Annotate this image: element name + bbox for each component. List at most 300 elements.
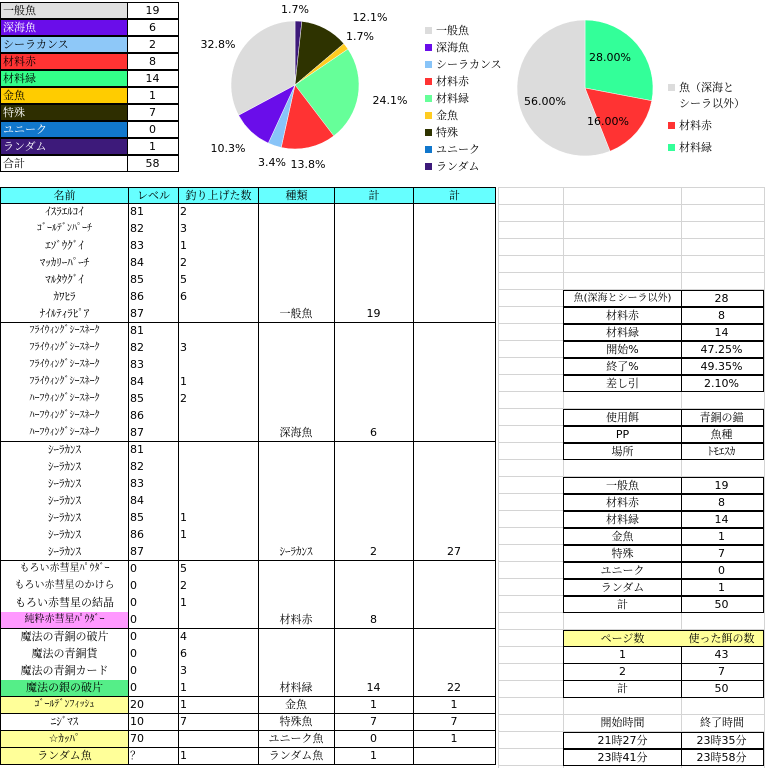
legend-swatch — [425, 44, 432, 51]
fish-type — [258, 459, 335, 476]
column-header: 種類 — [258, 187, 335, 204]
ratio-stat-label: 差し引 — [563, 375, 682, 392]
summary-label: 深海魚 — [0, 19, 128, 36]
type-total — [334, 578, 414, 595]
category-count-value: 7 — [680, 545, 764, 562]
type-total: 0 — [334, 731, 414, 748]
end-time: 23時58分 — [680, 749, 764, 766]
fish-level: 86 — [128, 289, 179, 306]
fish-name: ｼｰﾗｶﾝｽ — [0, 459, 129, 476]
grid-line — [498, 187, 765, 188]
end-time-header: 終了時間 — [700, 716, 744, 729]
type-total — [334, 323, 414, 340]
category-count-value: 14 — [680, 511, 764, 528]
fish-count: 5 — [178, 272, 259, 289]
fish-count — [178, 459, 259, 476]
fish-name: 魔法の青銅の破片 — [0, 629, 129, 646]
fish-level: 0 — [128, 663, 179, 680]
type-total — [334, 629, 414, 646]
legend-label-line: 材料赤 — [679, 119, 712, 132]
fish-type: 金魚 — [258, 697, 335, 714]
table-bottom-border — [0, 764, 496, 765]
fish-type: 材料緑 — [258, 680, 335, 697]
group-total — [413, 663, 496, 680]
category-count-label: 計 — [563, 596, 682, 613]
legend-label-line: 魚（深海と — [679, 81, 734, 94]
summary-value: 8 — [127, 53, 179, 70]
fish-type — [258, 255, 335, 272]
group-total: 7 — [413, 714, 496, 731]
legend-item — [668, 118, 712, 134]
group-total — [413, 442, 496, 459]
fish-level: 87 — [128, 306, 179, 323]
fish-level: 85 — [128, 272, 179, 289]
fish-name: 魔法の青銅カード — [0, 663, 129, 680]
group-total — [413, 493, 496, 510]
ratio-stat-value: 47.25% — [680, 341, 764, 358]
category-count-value: 1 — [680, 528, 764, 545]
group-total — [413, 646, 496, 663]
legend-swatch — [425, 112, 432, 119]
legend-item — [425, 22, 469, 39]
fish-level: 86 — [128, 527, 179, 544]
legend-item — [425, 107, 458, 124]
fish-name: ﾊｰﾌｳｨﾝｸﾞｼｰｽﾈｰｸ — [0, 425, 129, 442]
type-total — [334, 561, 414, 578]
legend-label: ユニーク — [436, 143, 480, 156]
legend-item — [425, 73, 469, 90]
fish-type: 特殊魚 — [258, 714, 335, 731]
legend-label — [679, 118, 712, 134]
fish-type — [258, 527, 335, 544]
group-total: 27 — [413, 544, 496, 561]
type-total: 19 — [334, 306, 414, 323]
type-total — [334, 442, 414, 459]
pie-label: 28.00% — [589, 51, 631, 64]
summary-value: 19 — [127, 2, 179, 19]
group-total — [413, 595, 496, 612]
fish-type — [258, 238, 335, 255]
group-total — [413, 272, 496, 289]
fish-level: 85 — [128, 510, 179, 527]
fish-count — [178, 476, 259, 493]
fish-level: 84 — [128, 493, 179, 510]
group-total — [413, 561, 496, 578]
category-count-label: 材料赤 — [563, 494, 682, 511]
type-total — [334, 289, 414, 306]
grid-line — [498, 238, 765, 239]
type-total — [334, 408, 414, 425]
legend-label: ランダム — [436, 160, 480, 173]
bait-info-label: PP — [563, 426, 682, 443]
legend-item — [425, 90, 469, 107]
fish-count: 1 — [178, 680, 259, 697]
legend-item — [425, 56, 502, 73]
pie-label: 1.7% — [281, 3, 309, 16]
fish-name: ﾌﾗｲｳｨﾝｸﾞｼｰｽﾈｰｸ — [0, 323, 129, 340]
legend-swatch — [668, 122, 675, 129]
fish-name: ☆ｶｯﾊﾟ — [0, 731, 129, 748]
category-count-label: ユニーク — [563, 562, 682, 579]
fish-type — [258, 629, 335, 646]
group-total — [413, 374, 496, 391]
fish-count: 1 — [178, 374, 259, 391]
fish-name: 魔法の銀の破片 — [0, 680, 129, 697]
summary-value: 1 — [127, 138, 179, 155]
fish-count — [178, 544, 259, 561]
end-time: 23時35分 — [680, 732, 764, 749]
grid-line — [498, 272, 765, 273]
summary-label: 材料赤 — [0, 53, 128, 70]
fish-level: 84 — [128, 374, 179, 391]
type-total — [334, 374, 414, 391]
legend-label-line: シーラ以外） — [679, 97, 745, 110]
fish-level: 82 — [128, 459, 179, 476]
fish-count — [178, 323, 259, 340]
group-total: 1 — [413, 697, 496, 714]
type-total — [334, 272, 414, 289]
fish-level: 87 — [128, 425, 179, 442]
type-total — [334, 527, 414, 544]
group-total — [413, 391, 496, 408]
fish-type — [258, 340, 335, 357]
legend-label — [679, 80, 745, 112]
fish-type — [258, 221, 335, 238]
category-count-label: ランダム — [563, 579, 682, 596]
fish-level: 0 — [128, 629, 179, 646]
ratio-stat-label: 開始% — [563, 341, 682, 358]
type-total — [334, 357, 414, 374]
fish-name: ｼｰﾗｶﾝｽ — [0, 544, 129, 561]
grid-line — [498, 221, 765, 222]
fish-name: もろい赤彗星ﾊﾟｳﾀﾞｰ — [0, 561, 129, 578]
group-total — [413, 425, 496, 442]
category-count-value: 19 — [680, 477, 764, 494]
type-total — [334, 646, 414, 663]
fish-type — [258, 595, 335, 612]
bait-info-label: 場所 — [563, 443, 682, 460]
fish-count — [178, 731, 259, 748]
group-total — [413, 289, 496, 306]
summary-value: 0 — [127, 121, 179, 138]
legend-label: 材料赤 — [436, 75, 469, 88]
fish-level: 10 — [128, 714, 179, 731]
group-total — [413, 204, 496, 221]
fish-type: ランダム魚 — [258, 748, 335, 765]
category-count-label: 特殊 — [563, 545, 682, 562]
fish-count: 3 — [178, 340, 259, 357]
page-number: 1 — [563, 647, 682, 664]
fish-count: 2 — [178, 255, 259, 272]
type-total: 1 — [334, 697, 414, 714]
fish-type — [258, 374, 335, 391]
summary-label: 金魚 — [0, 87, 128, 104]
summary-label: シーラカンス — [0, 36, 128, 53]
fish-name: ﾊｰﾌｳｨﾝｸﾞｼｰｽﾈｰｸ — [0, 408, 129, 425]
fish-level: 81 — [128, 442, 179, 459]
fish-count — [178, 357, 259, 374]
fish-type — [258, 578, 335, 595]
group-total — [413, 578, 496, 595]
pie-label: 24.1% — [372, 94, 408, 107]
summary-label: ユニーク — [0, 121, 128, 138]
fish-level: 82 — [128, 340, 179, 357]
legend-swatch — [425, 27, 432, 34]
type-total: 6 — [334, 425, 414, 442]
fish-name: 魔法の青銅貨 — [0, 646, 129, 663]
ratio-stat-label: 材料緑 — [563, 324, 682, 341]
category-pie-chart — [200, 0, 420, 180]
group-total — [413, 629, 496, 646]
bait-info-value: 青銅の錨 — [680, 409, 764, 426]
fish-type — [258, 476, 335, 493]
group-total — [413, 306, 496, 323]
summary-label: 材料緑 — [0, 70, 128, 87]
column-header: 名前 — [0, 187, 129, 204]
fish-count — [178, 442, 259, 459]
group-total — [413, 408, 496, 425]
fish-level: 0 — [128, 646, 179, 663]
legend-swatch — [668, 144, 675, 151]
fish-name: もろい赤彗星のかけら — [0, 578, 129, 595]
fish-level: 20 — [128, 697, 179, 714]
fish-level: ？ — [128, 748, 179, 765]
category-count-label: 一般魚 — [563, 477, 682, 494]
fish-level: 0 — [128, 561, 179, 578]
group-total — [413, 340, 496, 357]
legend-item — [425, 39, 469, 56]
fish-type — [258, 357, 335, 374]
fish-count: 2 — [178, 391, 259, 408]
pie-label: 56.00% — [524, 95, 566, 108]
fish-count: 3 — [178, 221, 259, 238]
pie-label: 10.3% — [210, 142, 246, 155]
fish-count — [178, 493, 259, 510]
bait-used-count: 43 — [680, 647, 764, 664]
pages-header: ページ数 — [563, 630, 682, 647]
summary-label: ランダム — [0, 138, 128, 155]
bait-used-header: 使った餌の数 — [680, 630, 764, 647]
ratio-stat-value: 14 — [680, 324, 764, 341]
group-total — [413, 612, 496, 629]
summary-label: 特殊 — [0, 104, 128, 121]
ratio-stat-value: 49.35% — [680, 358, 764, 375]
legend-label: 深海魚 — [436, 41, 469, 54]
fish-level: 86 — [128, 408, 179, 425]
type-total: 8 — [334, 612, 414, 629]
group-total: 1 — [413, 731, 496, 748]
fish-count: 7 — [178, 714, 259, 731]
fish-type: 材料赤 — [258, 612, 335, 629]
fish-count: 6 — [178, 646, 259, 663]
fish-name: ｺﾞｰﾙﾃﾞﾝﾌｨｯｼｭ — [0, 697, 129, 714]
fish-count — [178, 612, 259, 629]
fish-level: 0 — [128, 680, 179, 697]
type-total — [334, 459, 414, 476]
fish-name: ｼｰﾗｶﾝｽ — [0, 527, 129, 544]
fish-level: 83 — [128, 476, 179, 493]
ratio-stat-value: 2.10% — [680, 375, 764, 392]
bait-used-count: 7 — [680, 664, 764, 681]
group-total — [413, 476, 496, 493]
fish-level: 82 — [128, 221, 179, 238]
category-count-value: 50 — [680, 596, 764, 613]
legend-label: 材料緑 — [436, 92, 469, 105]
fish-type — [258, 510, 335, 527]
fish-level: 70 — [128, 731, 179, 748]
column-header: レベル — [128, 187, 179, 204]
type-total — [334, 255, 414, 272]
summary-value: 1 — [127, 87, 179, 104]
fish-count: 3 — [178, 663, 259, 680]
fish-type — [258, 561, 335, 578]
category-count-label: 金魚 — [563, 528, 682, 545]
fish-level: 81 — [128, 323, 179, 340]
fish-type — [258, 204, 335, 221]
fish-count: 1 — [178, 510, 259, 527]
fish-type — [258, 493, 335, 510]
group-total — [413, 748, 496, 765]
legend-label: 一般魚 — [436, 24, 469, 37]
fish-type — [258, 391, 335, 408]
type-total — [334, 476, 414, 493]
bait-used-count: 50 — [680, 681, 764, 698]
fish-name: ﾌﾗｲｳｨﾝｸﾞｼｰｽﾈｰｸ — [0, 357, 129, 374]
fish-name: ｼｰﾗｶﾝｽ — [0, 510, 129, 527]
fish-name: ﾌﾗｲｳｨﾝｸﾞｼｰｽﾈｰｸ — [0, 374, 129, 391]
page-number: 2 — [563, 664, 682, 681]
group-total — [413, 459, 496, 476]
fish-level: 0 — [128, 612, 179, 629]
bait-info-value: 魚種 — [680, 426, 764, 443]
ratio-stat-label: 魚(深海とシーラ以外) — [563, 290, 682, 307]
fish-count: 2 — [178, 578, 259, 595]
legend-item — [425, 158, 480, 175]
group-total — [413, 255, 496, 272]
fish-name: ﾏﾙﾀｳｸﾞｲ — [0, 272, 129, 289]
fish-type: 一般魚 — [258, 306, 335, 323]
fish-count: 4 — [178, 629, 259, 646]
fish-name: ｼｰﾗｶﾝｽ — [0, 442, 129, 459]
grid-line — [498, 204, 765, 205]
column-header: 釣り上げた数 — [178, 187, 259, 204]
fish-name: もろい赤彗星の結晶 — [0, 595, 129, 612]
grid-line — [498, 255, 765, 256]
group-total — [413, 357, 496, 374]
legend-swatch — [668, 84, 675, 91]
summary-value: 58 — [127, 155, 179, 172]
fish-level: 87 — [128, 544, 179, 561]
ratio-stat-label: 終了% — [563, 358, 682, 375]
fish-level: 85 — [128, 391, 179, 408]
fish-name: ﾌﾗｲｳｨﾝｸﾞｼｰｽﾈｰｸ — [0, 340, 129, 357]
material-pie-chart — [505, 0, 675, 180]
fish-count: 5 — [178, 561, 259, 578]
pie-label: 1.7% — [346, 30, 374, 43]
fish-type — [258, 272, 335, 289]
fish-level: 81 — [128, 204, 179, 221]
fish-level: 0 — [128, 595, 179, 612]
type-total — [334, 510, 414, 527]
fish-count — [178, 408, 259, 425]
fish-name: ﾆｼﾞﾏｽ — [0, 714, 129, 731]
fish-type: 深海魚 — [258, 425, 335, 442]
fish-name: ランダム魚 — [0, 748, 129, 765]
type-total — [334, 204, 414, 221]
summary-value: 7 — [127, 104, 179, 121]
fish-count: 1 — [178, 748, 259, 765]
type-total — [334, 391, 414, 408]
ratio-stat-value: 8 — [680, 307, 764, 324]
legend-item — [668, 80, 745, 112]
legend-swatch — [425, 163, 432, 170]
group-total — [413, 527, 496, 544]
fish-level: 0 — [128, 578, 179, 595]
pie-label: 12.1% — [352, 11, 388, 24]
type-total — [334, 493, 414, 510]
start-time: 21時27分 — [563, 732, 682, 749]
summary-label: 一般魚 — [0, 2, 128, 19]
fish-name: ｴｿﾞｳｸﾞｲ — [0, 238, 129, 255]
column-header: 計 — [413, 187, 496, 204]
fish-count: 1 — [178, 697, 259, 714]
fish-count: 2 — [178, 204, 259, 221]
legend-swatch — [425, 146, 432, 153]
legend-label — [679, 140, 712, 156]
summary-value: 2 — [127, 36, 179, 53]
legend-swatch — [425, 78, 432, 85]
type-total — [334, 663, 414, 680]
page-number: 計 — [563, 681, 682, 698]
group-total — [413, 323, 496, 340]
fish-type — [258, 442, 335, 459]
legend-item — [425, 124, 458, 141]
fish-type — [258, 408, 335, 425]
fish-type: ｼｰﾗｶﾝｽ — [258, 544, 335, 561]
group-total — [413, 221, 496, 238]
fish-name: ﾊｰﾌｳｨﾝｸﾞｼｰｽﾈｰｸ — [0, 391, 129, 408]
type-total — [334, 238, 414, 255]
type-total: 1 — [334, 748, 414, 765]
fish-name: ｼｰﾗｶﾝｽ — [0, 493, 129, 510]
type-total — [334, 340, 414, 357]
summary-label: 合計 — [0, 155, 128, 172]
type-total: 14 — [334, 680, 414, 697]
fish-name: 純粋赤彗星ﾊﾟｳﾀﾞｰ — [0, 612, 129, 629]
pie-label: 13.8% — [290, 158, 326, 171]
fish-type — [258, 663, 335, 680]
category-count-value: 8 — [680, 494, 764, 511]
fish-count: 6 — [178, 289, 259, 306]
start-time-header: 開始時間 — [600, 716, 645, 729]
category-count-value: 1 — [680, 579, 764, 596]
bait-info-label: 使用餌 — [563, 409, 682, 426]
fish-type — [258, 289, 335, 306]
fish-name: ﾅｲﾙﾃｨﾗﾋﾟｱ — [0, 306, 129, 323]
fish-level: 83 — [128, 238, 179, 255]
category-count-value: 0 — [680, 562, 764, 579]
category-count-label: 材料緑 — [563, 511, 682, 528]
fish-name: ｶﾜﾋﾗ — [0, 289, 129, 306]
fish-type — [258, 323, 335, 340]
group-total: 22 — [413, 680, 496, 697]
fish-level: 83 — [128, 357, 179, 374]
group-total — [413, 238, 496, 255]
legend-swatch — [425, 129, 432, 136]
fish-count: 1 — [178, 527, 259, 544]
fish-name: ｲｽﾗｴﾙｺｲ — [0, 204, 129, 221]
type-total — [334, 595, 414, 612]
